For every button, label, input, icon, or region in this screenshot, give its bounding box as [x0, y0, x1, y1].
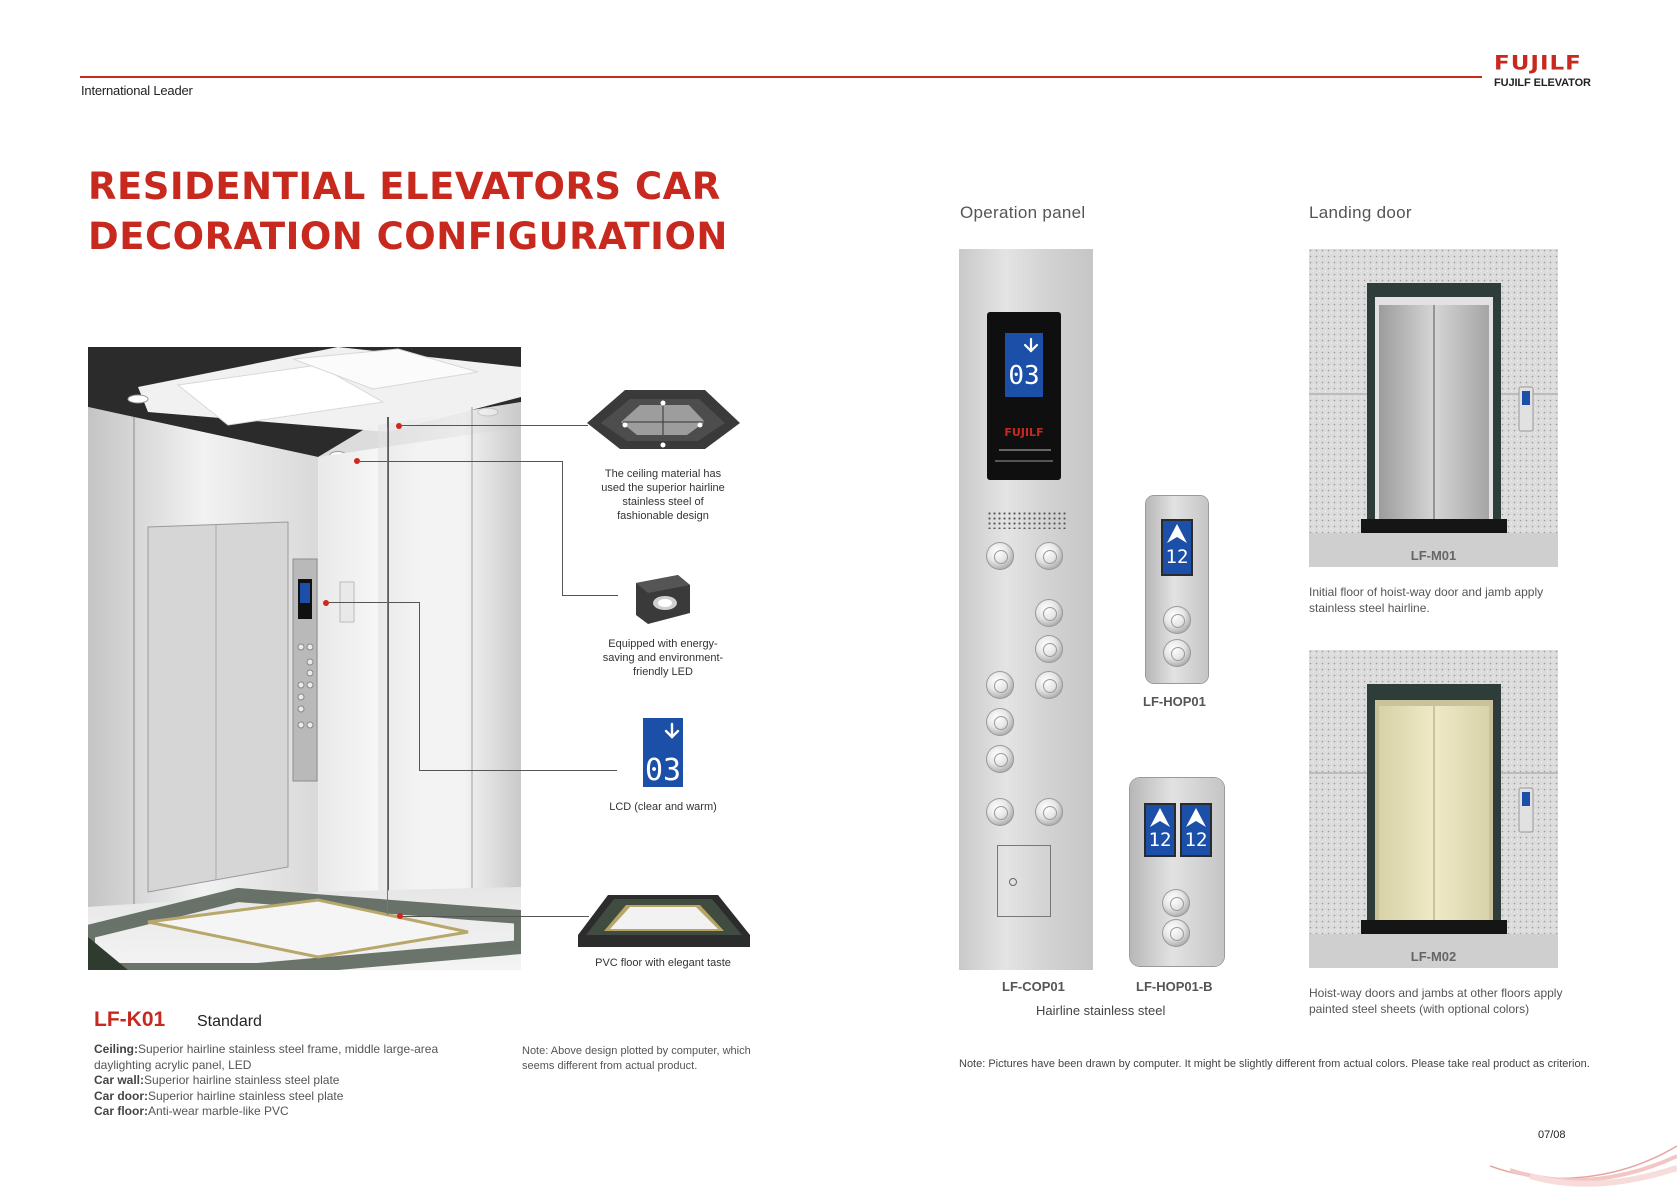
door-m02-label: LF-M02	[1410, 949, 1457, 964]
hop01b-lcd-left	[1144, 803, 1176, 857]
ceiling-marker-dot	[396, 423, 402, 429]
page-title	[88, 162, 788, 262]
cop-floor-button[interactable]	[1035, 635, 1063, 663]
led-callout-line-b	[562, 461, 563, 595]
spec-item-car-wall: Car wall:Superior hairline stainless steel plate	[94, 1073, 340, 1087]
landing-door-title: Landing door	[1309, 203, 1412, 222]
cop-door-close-button[interactable]	[1035, 798, 1063, 826]
hop01b-call-down-button[interactable]	[1162, 919, 1190, 947]
cop-brand-logo: FUJILF	[1004, 426, 1044, 439]
tagline: International Leader	[81, 83, 193, 98]
door-m02-caption: Hoist-way doors and jambs at other floors apply painted steel sheets (with optional colors)	[1309, 986, 1563, 1016]
hop01-panel	[1146, 496, 1208, 683]
hop01b-lcd-right	[1180, 803, 1212, 857]
design-note: Note: Above design plotted by computer, which seems different from actual product.	[522, 1045, 751, 1072]
ceiling-callout-line	[402, 425, 588, 426]
corner-swoosh-decoration	[1490, 1128, 1677, 1193]
model-grade: Standard	[197, 1013, 262, 1030]
cop-floor-button[interactable]	[986, 708, 1014, 736]
cop-label-line-2	[995, 460, 1053, 462]
spec-item-car-door: Car door:Superior hairline stainless steel plate	[94, 1088, 344, 1103]
cop-marker-dot	[323, 600, 329, 606]
cop-floor-button[interactable]	[1035, 599, 1063, 627]
ceiling-thumbnail	[585, 385, 741, 450]
hop01b-floor-number-left: 12	[1148, 829, 1172, 851]
cop-floor-button[interactable]	[1035, 671, 1063, 699]
hop01-lcd	[1161, 519, 1193, 576]
brand-block	[1494, 52, 1600, 89]
floor-callout-text: PVC floor with elegant taste	[595, 957, 731, 969]
door-m02-illustration	[1309, 650, 1558, 968]
cop-floor-button[interactable]	[986, 671, 1014, 699]
hop01b-call-up-button[interactable]	[1162, 889, 1190, 917]
cop-floor-number: 03	[1008, 361, 1040, 391]
door-m01-label: LF-M01	[1410, 548, 1457, 563]
hop01-call-up-button[interactable]	[1163, 606, 1191, 634]
hop01b-panel	[1130, 778, 1224, 966]
cop-panel	[959, 249, 1093, 970]
hop01b-model: LF-HOP01-B	[1136, 979, 1213, 994]
lcd-floor-number: 03	[644, 753, 682, 787]
cop-floor-button[interactable]	[1035, 542, 1063, 570]
led-callout-text: Equipped with energy-saving and environment-friendly LED	[602, 638, 724, 678]
lcd-callout-line-a	[329, 602, 420, 603]
page-number: 07/08	[1538, 1129, 1566, 1141]
lcd-callout-line-b	[419, 602, 420, 770]
door-m01-image	[1309, 249, 1558, 567]
hop01b-floor-number-right: 12	[1184, 829, 1208, 851]
brand-logo: FUJILF	[1494, 52, 1582, 75]
led-callout-line-c	[562, 595, 618, 596]
keyhole-icon	[1009, 878, 1017, 886]
floor-callout-line	[403, 916, 589, 917]
led-callout-line-a	[360, 461, 563, 462]
spec-list	[94, 1042, 474, 1120]
elevator-car-illustration	[88, 347, 521, 970]
cop-label-line	[999, 449, 1051, 451]
hop01-model: LF-HOP01	[1143, 694, 1206, 709]
operation-panel-title: Operation panel	[960, 203, 1086, 222]
speaker-grille	[987, 511, 1067, 529]
door-m02-image	[1309, 650, 1558, 968]
door-m01-caption: Initial floor of hoist-way door and jamb apply stainless steel hairline.	[1309, 585, 1544, 615]
lcd-callout-text: LCD (clear and warm)	[609, 801, 717, 813]
service-cabinet	[997, 845, 1051, 917]
model-code: LF-K01	[94, 1008, 166, 1031]
spec-item-ceiling: Ceiling:Superior hairline stainless steel frame, middle large-area daylighting acrylic panel, LED	[94, 1042, 439, 1072]
cop-door-open-button[interactable]	[986, 798, 1014, 826]
lcd-thumbnail	[643, 718, 683, 787]
cop-floor-button[interactable]	[986, 542, 1014, 570]
footer-note: Note: Pictures have been drawn by computer. It might be slightly different from actual colors. Please take real product as criterion.	[959, 1058, 1590, 1070]
ceiling-callout-text: The ceiling material has used the superior hairline stainless steel of fashionable design	[601, 468, 725, 522]
led-lamp-thumbnail	[636, 575, 690, 624]
cop01-model: LF-COP01	[1002, 979, 1065, 994]
door-m01-illustration	[1309, 249, 1558, 567]
cop-down-arrow-icon	[1025, 339, 1037, 351]
floor-thumbnail	[578, 895, 750, 947]
up-arrow-icon	[1146, 805, 1174, 831]
page-title-line2: DECORATION CONFIGURATION	[88, 215, 728, 258]
page-title-line1: RESIDENTIAL ELEVATORS CAR	[88, 165, 721, 208]
cop-lcd	[1005, 333, 1043, 397]
hop01-floor-number: 12	[1165, 546, 1189, 568]
header-rule	[80, 76, 1482, 78]
brand-name: FUJILF ELEVATOR	[1494, 77, 1591, 89]
cop-floor-button[interactable]	[986, 745, 1014, 773]
panel-material: Hairline stainless steel	[1036, 1003, 1166, 1018]
spec-item-car-floor: Car floor:Anti-wear marble-like PVC	[94, 1104, 289, 1118]
up-arrow-icon	[1182, 805, 1210, 831]
hop01-call-down-button[interactable]	[1163, 639, 1191, 667]
car-vertical-guide	[387, 427, 388, 915]
up-arrow-icon	[1163, 521, 1191, 547]
lcd-callout-line-c	[419, 770, 617, 771]
elevator-car-render	[88, 347, 521, 970]
cop-display-housing	[987, 312, 1061, 480]
